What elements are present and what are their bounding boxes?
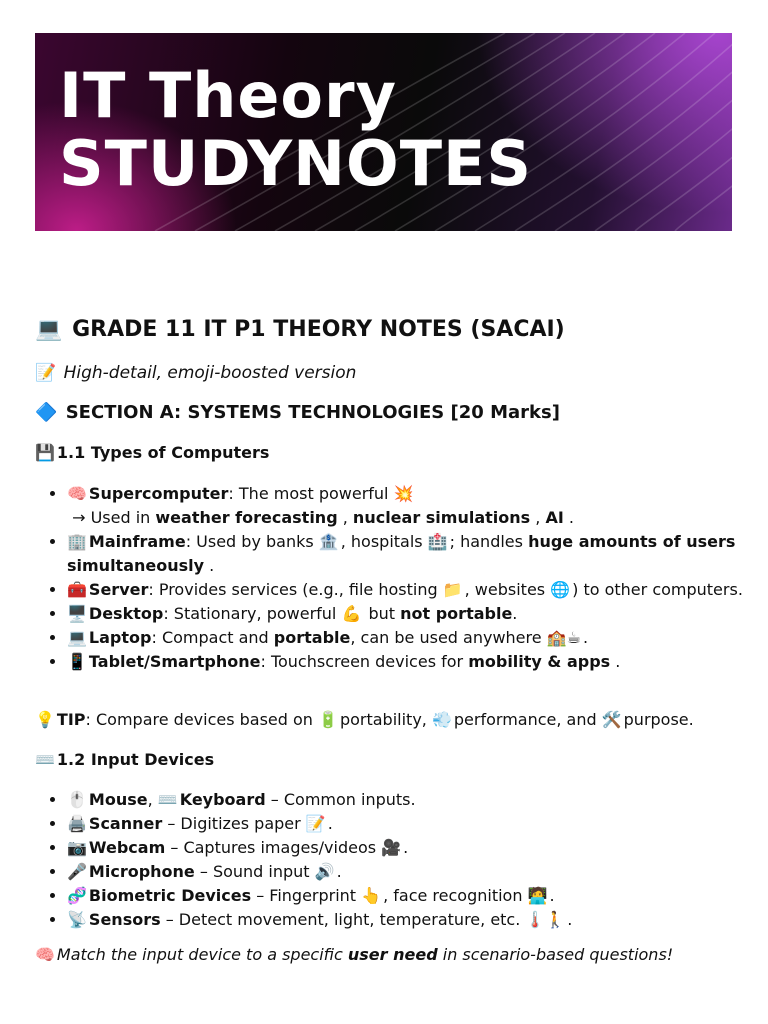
item-text: – Fingerprint [251, 886, 362, 905]
item-text: : Used by banks [185, 532, 319, 551]
tip-label: TIP [56, 710, 86, 729]
subsection-heading-input [35, 750, 214, 769]
item-text: , websites [464, 580, 551, 599]
satellite-antenna-icon: 📡 [67, 910, 87, 929]
term-tablet-smartphone: Tablet/Smartphone [88, 652, 261, 671]
hammer-wrench-icon: 🛠️ [601, 710, 622, 729]
use-ai: AI [545, 508, 564, 527]
office-building-icon: 🏢 [67, 532, 87, 551]
subtitle-text: High-detail, emoji-boosted version [63, 363, 357, 383]
tip-text: purpose. [623, 710, 694, 729]
keyboard-icon: ⌨️ [157, 790, 178, 809]
item-text: , hospitals [340, 532, 428, 551]
term-sensors: Sensors [88, 910, 161, 929]
item-bold: mobility & apps [468, 652, 611, 671]
folder-icon: 📁 [442, 580, 463, 599]
list-item-mouse-keyboard [67, 788, 757, 812]
list-item-webcam [67, 836, 757, 860]
item-text: : Provides services (e.g., file hosting [148, 580, 443, 599]
brain-icon: 🧠 [35, 945, 55, 964]
item-text: . [582, 628, 589, 647]
closing-note [35, 945, 673, 964]
microphone-icon: 🎤 [67, 862, 87, 881]
item-bold: portable [273, 628, 351, 647]
pointing-finger-icon: 👆 [361, 886, 382, 905]
item-text: , [530, 508, 546, 527]
use-nuclear-simulations: nuclear simulations [352, 508, 531, 527]
item-text: , [337, 508, 353, 527]
subsection-heading-types [35, 443, 269, 462]
item-text: . [512, 604, 518, 623]
blue-diamond-icon: 🔷 [35, 402, 58, 423]
section-heading [35, 402, 560, 423]
page-title-text: GRADE 11 IT P1 THEORY NOTES (SACAI) [72, 317, 565, 342]
item-text: . [567, 910, 573, 929]
light-bulb-icon: 💡 [35, 710, 55, 729]
item-text: . [336, 862, 342, 881]
term-webcam: Webcam [88, 838, 166, 857]
term-desktop: Desktop [88, 604, 164, 623]
item-bold: huge amounts of users simultaneously [67, 532, 736, 575]
item-text: , face recognition [383, 886, 528, 905]
header-banner [35, 33, 732, 231]
page-title [35, 317, 565, 342]
item-bold: not portable [400, 604, 513, 623]
banner-title-line-1: IT Theory [59, 59, 398, 132]
subsection-title: 1.2 Input Devices [56, 750, 215, 769]
hospital-icon: 🏥 [427, 532, 448, 551]
globe-icon: 🌐 [550, 580, 571, 599]
memo-icon: 📝 [305, 814, 326, 833]
term-scanner: Scanner [88, 814, 163, 833]
dash-icon: 💨 [431, 710, 452, 729]
use-weather-forecasting: weather forecasting [155, 508, 338, 527]
note-text: in scenario-based questions! [437, 945, 674, 964]
list-item-supercomputer [67, 482, 757, 530]
item-text: – Detect movement, light, temperature, etc. [160, 910, 526, 929]
term-mouse: Mouse [88, 790, 148, 809]
banner-title-line-2: STUDYNOTES [59, 127, 533, 200]
item-text: – Sound input [194, 862, 315, 881]
list-item-scanner [67, 812, 757, 836]
item-text: : Compact and [151, 628, 274, 647]
movie-camera-icon: 🎥 [381, 838, 402, 857]
item-text: → Used in [72, 508, 156, 527]
camera-icon: 📷 [67, 838, 87, 857]
tip-line [35, 710, 694, 729]
supercomputer-uses [67, 506, 757, 530]
item-text: , [147, 790, 158, 809]
tip-text: portability, [339, 710, 432, 729]
item-text: . [549, 886, 555, 905]
list-item-server [67, 578, 757, 602]
school-coffee-icon: 🏫☕ [546, 628, 581, 647]
tip-text: : Compare devices based on [85, 710, 319, 729]
floppy-disk-icon: 💾 [35, 443, 55, 462]
note-bold: user need [347, 945, 438, 964]
item-text: : The most powerful [228, 484, 394, 503]
item-text: – Common inputs. [265, 790, 416, 809]
list-item-tablet-smartphone [67, 650, 757, 674]
list-item-microphone [67, 860, 757, 884]
memo-icon: 📝 [35, 363, 57, 383]
explosion-icon: 💥 [393, 484, 414, 503]
item-text: : Stationary, powerful [163, 604, 342, 623]
speaker-icon: 🔊 [314, 862, 335, 881]
flexed-biceps-icon: 💪 [341, 604, 362, 623]
brain-icon: 🧠 [67, 484, 87, 503]
keyboard-icon: ⌨️ [35, 750, 55, 769]
laptop-icon: 💻 [35, 317, 63, 342]
item-text: . [327, 814, 333, 833]
subtitle [35, 363, 356, 383]
term-server: Server [88, 580, 149, 599]
term-biometric: Biometric Devices [88, 886, 252, 905]
tip-text: performance, and [453, 710, 602, 729]
mobile-phone-icon: 📱 [67, 652, 87, 671]
item-text: . [610, 652, 621, 671]
term-microphone: Microphone [88, 862, 195, 881]
term-mainframe: Mainframe [88, 532, 186, 551]
printer-icon: 🖨️ [67, 814, 87, 833]
subsection-title: 1.1 Types of Computers [56, 443, 270, 462]
person-technologist-icon: 🧑‍💻 [527, 886, 548, 905]
thermometer-walking-icon: 🌡️🚶 [525, 910, 566, 929]
item-text: : Touchscreen devices for [260, 652, 469, 671]
item-text: ; handles [449, 532, 529, 551]
note-text: Match the input device to a specific [56, 945, 348, 964]
item-text: – Digitizes paper [162, 814, 306, 833]
term-supercomputer: Supercomputer [88, 484, 229, 503]
list-item-desktop [67, 602, 757, 626]
laptop-icon: 💻 [67, 628, 87, 647]
section-heading-text: SECTION A: SYSTEMS TECHNOLOGIES [20 Marks] [65, 402, 560, 423]
mouse-icon: 🖱️ [67, 790, 87, 809]
term-laptop: Laptop [88, 628, 152, 647]
input-devices-list [35, 788, 757, 932]
item-text: but [363, 604, 401, 623]
term-keyboard: Keyboard [179, 790, 266, 809]
toolbox-icon: 🧰 [67, 580, 87, 599]
item-text: , can be used anywhere [350, 628, 547, 647]
item-text: . [204, 556, 215, 575]
bank-icon: 🏦 [318, 532, 339, 551]
item-text: ) to other computers. [572, 580, 743, 599]
battery-icon: 🔋 [318, 710, 338, 729]
computer-types-list [35, 482, 757, 674]
item-text: . [563, 508, 574, 527]
dna-icon: 🧬 [67, 886, 87, 905]
list-item-sensors [67, 908, 757, 932]
list-item-mainframe [67, 530, 757, 578]
item-text: – Captures images/videos [165, 838, 382, 857]
list-item-biometric [67, 884, 757, 908]
list-item-laptop [67, 626, 757, 650]
item-text: . [403, 838, 409, 857]
desktop-computer-icon: 🖥️ [67, 604, 87, 623]
